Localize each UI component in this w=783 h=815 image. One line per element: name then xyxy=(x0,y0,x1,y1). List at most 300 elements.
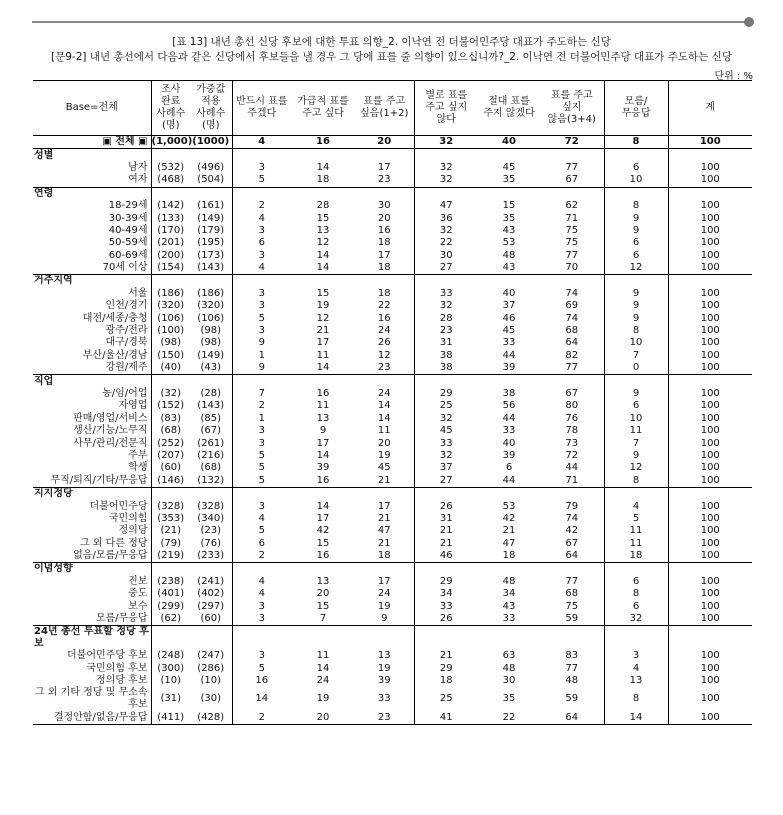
empty-cell xyxy=(414,187,478,200)
table-row xyxy=(33,437,752,449)
value-cell: 11 xyxy=(604,525,668,537)
value-cell: 100 xyxy=(700,437,720,449)
value-cell: 5 xyxy=(258,174,265,186)
table-row xyxy=(33,650,752,662)
value-cell: 47 xyxy=(439,200,453,212)
table-body xyxy=(33,136,752,725)
row-label: 30-39세 xyxy=(33,212,151,224)
value-cell: 79 xyxy=(540,500,604,512)
empty-cell xyxy=(540,149,604,162)
value-cell: 77 xyxy=(540,362,604,375)
weighted-n-cell: (428) xyxy=(190,711,232,724)
empty-cell xyxy=(668,487,752,500)
value-cell: 17 xyxy=(316,437,330,449)
value-cell: 39 xyxy=(355,675,414,687)
value-cell: 6 xyxy=(604,600,668,612)
row-label: 여자 xyxy=(33,174,151,187)
value-cell: 3 xyxy=(258,425,265,437)
value-cell: 6 xyxy=(258,237,265,249)
value-cell: 5 xyxy=(258,312,265,324)
weighted-n-cell: (28) xyxy=(190,388,232,400)
value-cell: 44 xyxy=(540,462,604,474)
value-cell: 3 xyxy=(604,650,668,662)
empty-cell xyxy=(668,626,752,651)
value-cell: 71 xyxy=(540,475,604,488)
value-cell: 77 xyxy=(540,162,604,174)
value-cell: 30 xyxy=(439,249,453,261)
value-cell: 75 xyxy=(540,237,604,249)
value-cell: 34 xyxy=(502,588,516,600)
value-cell: 100 xyxy=(700,388,720,399)
value-cell: 72 xyxy=(540,136,604,149)
completed-n-cell: (100) xyxy=(157,325,185,337)
value-cell: 19 xyxy=(355,600,414,612)
weighted-n-cell: (173) xyxy=(190,250,232,262)
value-cell: 64 xyxy=(540,550,604,563)
value-cell: 8 xyxy=(604,325,668,337)
completed-n-cell: (60) xyxy=(160,462,182,474)
weighted-n-cell: (1000) xyxy=(190,136,232,149)
completed-n-cell: (252) xyxy=(157,437,185,449)
row-label: 모름/무응답 xyxy=(33,613,151,626)
table-row xyxy=(33,500,752,512)
value-cell: 39 xyxy=(502,362,516,374)
empty-cell xyxy=(355,149,414,162)
value-cell: 3 xyxy=(258,249,265,261)
table-row xyxy=(33,450,752,462)
value-cell: 32 xyxy=(439,300,453,312)
value-cell: 13 xyxy=(316,224,330,236)
value-cell: 20 xyxy=(355,136,414,149)
table-row xyxy=(33,413,752,425)
value-cell: 24 xyxy=(355,388,414,400)
value-cell: 7 xyxy=(319,613,327,625)
completed-n-cell: (146) xyxy=(157,474,185,486)
value-cell: 16 xyxy=(316,474,330,486)
empty-cell xyxy=(291,149,355,162)
weighted-n-cell: (216) xyxy=(190,450,232,462)
completed-n-cell: (353) xyxy=(157,512,185,524)
row-label: 부산/울산/경남 xyxy=(33,350,151,362)
value-cell: 78 xyxy=(540,425,604,437)
value-cell: 21 xyxy=(355,513,414,525)
empty-cell xyxy=(668,275,752,288)
table-row xyxy=(33,350,752,362)
value-cell: 45 xyxy=(502,161,516,173)
value-cell: 5 xyxy=(604,513,668,525)
value-cell: 33 xyxy=(439,437,453,449)
table-row xyxy=(33,576,752,588)
table-row xyxy=(33,300,752,312)
completed-n-cell: (238) xyxy=(157,575,185,587)
value-cell: 6 xyxy=(604,237,668,249)
table-row xyxy=(33,538,752,550)
completed-n-cell: (219) xyxy=(157,550,185,562)
weighted-n-cell: (60) xyxy=(190,613,232,626)
value-cell: 33 xyxy=(502,337,516,349)
value-cell: 24 xyxy=(355,325,414,337)
value-cell: 5 xyxy=(258,474,265,486)
value-cell: 4 xyxy=(258,262,265,274)
value-cell: 100 xyxy=(700,161,720,173)
group-header-row xyxy=(33,563,752,576)
empty-cell xyxy=(355,487,414,500)
value-cell: 100 xyxy=(700,200,720,212)
row-label: 없음/모름/무응답 xyxy=(33,550,151,563)
table-row xyxy=(33,250,752,262)
empty-cell xyxy=(478,187,540,200)
value-cell: 100 xyxy=(700,224,720,236)
table-row xyxy=(33,136,752,149)
row-label: 중도 xyxy=(33,588,151,600)
weighted-n-cell: (340) xyxy=(190,513,232,525)
row-label: 국민의힘 후보 xyxy=(33,663,151,675)
value-cell: 6 xyxy=(505,462,513,474)
value-cell: 14 xyxy=(316,362,330,374)
value-cell: 23 xyxy=(355,174,414,187)
value-cell: 9 xyxy=(604,225,668,237)
value-cell: 68 xyxy=(540,325,604,337)
value-cell: 32 xyxy=(439,161,453,173)
value-cell: 27 xyxy=(439,262,453,274)
value-cell: 21 xyxy=(316,325,330,337)
group-header-row xyxy=(33,275,752,288)
row-label: 사무/관리/전문직 xyxy=(33,437,151,449)
weighted-n-cell: (496) xyxy=(190,162,232,174)
empty-cell xyxy=(540,187,604,200)
value-cell: 100 xyxy=(700,512,720,524)
table-row xyxy=(33,462,752,474)
row-label: ▣ 전체 ▣ xyxy=(33,136,151,149)
value-cell: 45 xyxy=(502,325,516,337)
value-cell: 32 xyxy=(604,613,668,626)
group-title: 24년 총선 투표할 정당 후보 xyxy=(33,626,151,651)
row-label: 강원/제주 xyxy=(33,362,151,375)
value-cell: 21 xyxy=(502,525,516,537)
completed-n-cell: (68) xyxy=(160,425,182,437)
value-cell: 25 xyxy=(439,693,453,705)
value-cell: 8 xyxy=(604,588,668,600)
value-cell: 2 xyxy=(258,550,265,562)
completed-n-cell: (320) xyxy=(157,300,185,312)
value-cell: 32 xyxy=(439,174,453,186)
table-row xyxy=(33,200,752,212)
value-cell: 14 xyxy=(316,249,330,261)
value-cell: 14 xyxy=(316,662,330,674)
value-cell: 53 xyxy=(502,237,516,249)
value-cell: 100 xyxy=(700,537,720,549)
value-cell: 9 xyxy=(258,337,265,349)
value-cell: 18 xyxy=(316,174,330,186)
value-cell: 100 xyxy=(700,287,720,299)
value-cell: 33 xyxy=(502,613,516,625)
row-label: 광주/전라 xyxy=(33,325,151,337)
value-cell: 42 xyxy=(502,512,516,524)
row-label: 18-29세 xyxy=(33,200,151,212)
value-cell: 43 xyxy=(502,224,516,236)
value-cell: 17 xyxy=(355,576,414,588)
value-cell: 40 xyxy=(502,287,516,299)
value-cell: 23 xyxy=(355,711,414,724)
value-cell: 100 xyxy=(700,474,720,486)
header-weighted-n: 가중값 적용 사례수 (명) xyxy=(190,81,232,136)
row-label: 50-59세 xyxy=(33,237,151,249)
group-title: 연령 xyxy=(33,187,151,200)
completed-n-cell: (133) xyxy=(157,212,185,224)
value-cell: 11 xyxy=(316,400,330,412)
value-cell: 100 xyxy=(700,462,720,474)
weighted-n-cell: (161) xyxy=(190,200,232,212)
row-label: 결정안함/없음/무응답 xyxy=(33,711,151,724)
value-cell: 12 xyxy=(316,237,330,249)
value-cell: 6 xyxy=(258,537,265,549)
empty-cell xyxy=(232,375,291,388)
completed-n-cell: (40) xyxy=(160,362,182,374)
value-cell: 17 xyxy=(355,162,414,174)
value-cell: 38 xyxy=(439,349,453,361)
value-cell: 76 xyxy=(540,413,604,425)
value-cell: 67 xyxy=(540,174,604,187)
value-cell: 5 xyxy=(258,525,265,537)
value-cell: 2 xyxy=(258,200,265,212)
empty-cell xyxy=(232,626,291,651)
empty-cell xyxy=(151,563,190,576)
value-cell: 100 xyxy=(700,650,720,662)
empty-cell xyxy=(604,563,668,576)
empty-cell xyxy=(190,375,232,388)
table-row xyxy=(33,513,752,525)
table-row xyxy=(33,400,752,412)
value-cell: 24 xyxy=(316,675,330,687)
value-cell: 45 xyxy=(439,425,453,437)
value-cell: 19 xyxy=(316,300,330,312)
value-cell: 100 xyxy=(700,249,720,261)
value-cell: 16 xyxy=(355,312,414,324)
value-cell: 1 xyxy=(258,412,265,424)
completed-n-cell: (142) xyxy=(157,200,185,212)
value-cell: 31 xyxy=(439,512,453,524)
value-cell: 33 xyxy=(502,425,516,437)
empty-cell xyxy=(355,563,414,576)
empty-cell xyxy=(414,275,478,288)
value-cell: 11 xyxy=(316,650,330,662)
group-title: 거주지역 xyxy=(33,275,151,288)
weighted-n-cell: (10) xyxy=(190,675,232,687)
empty-cell xyxy=(190,187,232,200)
value-cell: 22 xyxy=(439,237,453,249)
value-cell: 53 xyxy=(502,500,516,512)
value-cell: 3 xyxy=(258,500,265,512)
header-not-vote-sum: 표를 주고 싶지 않음(3+4) xyxy=(540,81,604,136)
value-cell: 10 xyxy=(604,413,668,425)
value-cell: 13 xyxy=(604,675,668,687)
empty-cell xyxy=(151,487,190,500)
value-cell: 100 xyxy=(700,613,720,625)
header-rather-vote: 가급적 표를 주고 싶다 xyxy=(291,81,355,136)
completed-n-cell: (31) xyxy=(160,693,182,705)
empty-cell xyxy=(190,626,232,651)
table-row xyxy=(33,425,752,437)
value-cell: 14 xyxy=(316,500,330,512)
value-cell: 20 xyxy=(355,437,414,449)
value-cell: 5 xyxy=(258,662,265,674)
value-cell: 14 xyxy=(316,262,330,274)
value-cell: 32 xyxy=(439,449,453,461)
value-cell: 8 xyxy=(604,687,668,711)
table-row xyxy=(33,174,752,187)
empty-cell xyxy=(478,626,540,651)
value-cell: 9 xyxy=(604,212,668,224)
value-cell: 9 xyxy=(604,312,668,324)
value-cell: 35 xyxy=(502,212,516,224)
value-cell: 16 xyxy=(316,550,330,562)
value-cell: 100 xyxy=(700,349,720,361)
value-cell: 12 xyxy=(604,262,668,275)
completed-n-cell: (1,000) xyxy=(151,136,193,148)
value-cell: 4 xyxy=(258,588,265,600)
weighted-n-cell: (143) xyxy=(190,400,232,412)
value-cell: 18 xyxy=(355,550,414,563)
value-cell: 100 xyxy=(668,136,752,149)
empty-cell xyxy=(232,563,291,576)
completed-n-cell: (98) xyxy=(160,337,182,349)
group-header-row xyxy=(33,187,752,200)
empty-cell xyxy=(604,187,668,200)
value-cell: 15 xyxy=(316,537,330,549)
value-cell: 9 xyxy=(355,613,414,626)
value-cell: 26 xyxy=(439,613,453,625)
value-cell: 38 xyxy=(502,388,516,399)
value-cell: 62 xyxy=(540,200,604,212)
value-cell: 100 xyxy=(668,711,752,724)
row-label: 대구/경북 xyxy=(33,337,151,349)
empty-cell xyxy=(232,487,291,500)
weighted-n-cell: (233) xyxy=(190,550,232,563)
weighted-n-cell: (76) xyxy=(190,538,232,550)
value-cell: 100 xyxy=(700,362,720,374)
value-cell: 15 xyxy=(502,200,516,212)
header-rule-dot xyxy=(744,17,754,27)
value-cell: 1 xyxy=(258,349,265,361)
row-label: 국민의힘 xyxy=(33,513,151,525)
value-cell: 19 xyxy=(355,450,414,462)
row-label: 그 외 다른 정당 xyxy=(33,538,151,550)
empty-cell xyxy=(291,375,355,388)
row-label: 정의당 xyxy=(33,525,151,537)
row-label: 그 외 기타 정당 및 무소속 후보 xyxy=(33,687,151,711)
value-cell: 14 xyxy=(255,693,269,705)
table-row xyxy=(33,663,752,675)
value-cell: 33 xyxy=(439,600,453,612)
value-cell: 29 xyxy=(439,388,453,399)
value-cell: 39 xyxy=(316,462,330,474)
value-cell: 42 xyxy=(316,525,330,537)
value-cell: 72 xyxy=(540,450,604,462)
value-cell: 12 xyxy=(316,312,330,324)
table-row xyxy=(33,362,752,375)
value-cell: 100 xyxy=(700,237,720,249)
header-completed-n: 조사 완료 사례수 (명) xyxy=(151,81,190,136)
row-label: 자영업 xyxy=(33,400,151,412)
completed-n-cell: (248) xyxy=(157,650,185,662)
value-cell: 100 xyxy=(700,600,720,612)
empty-cell xyxy=(604,626,668,651)
value-cell: 46 xyxy=(439,550,453,562)
empty-cell xyxy=(414,563,478,576)
value-cell: 71 xyxy=(540,212,604,224)
value-cell: 32 xyxy=(414,136,478,149)
empty-cell xyxy=(291,187,355,200)
table-row xyxy=(33,212,752,224)
weighted-n-cell: (98) xyxy=(190,337,232,349)
group-title: 이념성향 xyxy=(33,563,151,576)
table-row xyxy=(33,237,752,249)
header-dont-know: 모름/ 무응답 xyxy=(604,81,668,136)
weighted-n-cell: (241) xyxy=(190,576,232,588)
value-cell: 21 xyxy=(355,475,414,488)
crosstab-table xyxy=(33,80,752,725)
value-cell: 29 xyxy=(439,575,453,587)
value-cell: 40 xyxy=(478,136,540,149)
value-cell: 100 xyxy=(700,675,720,687)
value-cell: 2 xyxy=(258,400,265,412)
header-want-vote-sum: 표를 주고 싶음(1+2) xyxy=(355,81,414,136)
value-cell: 67 xyxy=(540,388,604,400)
value-cell: 15 xyxy=(316,287,330,299)
group-header-row xyxy=(33,626,752,651)
value-cell: 38 xyxy=(439,362,453,374)
value-cell: 20 xyxy=(316,588,330,600)
value-cell: 100 xyxy=(700,412,720,424)
completed-n-cell: (152) xyxy=(157,400,185,412)
value-cell: 77 xyxy=(540,250,604,262)
value-cell: 27 xyxy=(439,474,453,486)
empty-cell xyxy=(414,375,478,388)
value-cell: 17 xyxy=(355,500,414,512)
row-label: 서울 xyxy=(33,288,151,300)
value-cell: 35 xyxy=(502,693,516,705)
weighted-n-cell: (286) xyxy=(190,663,232,675)
completed-n-cell: (532) xyxy=(157,161,185,173)
empty-cell xyxy=(355,187,414,200)
value-cell: 37 xyxy=(439,462,453,474)
value-cell: 6 xyxy=(604,250,668,262)
table-row xyxy=(33,588,752,600)
row-label: 60-69세 xyxy=(33,250,151,262)
value-cell: 9 xyxy=(604,300,668,312)
value-cell: 5 xyxy=(258,462,265,474)
table-title: [표 13] 내년 총선 신당 후보에 대한 투표 의향_2. 이낙연 전 더불어민주당 대표가 주도하는 신당 xyxy=(172,36,611,48)
value-cell: 3 xyxy=(258,161,265,173)
empty-cell xyxy=(478,275,540,288)
weighted-n-cell: (67) xyxy=(190,425,232,437)
value-cell: 20 xyxy=(355,212,414,224)
value-cell: 30 xyxy=(502,675,516,687)
completed-n-cell: (186) xyxy=(157,287,185,299)
empty-cell xyxy=(668,375,752,388)
value-cell: 31 xyxy=(439,337,453,349)
completed-n-cell: (201) xyxy=(157,237,185,249)
value-cell: 100 xyxy=(700,300,720,312)
empty-cell xyxy=(604,149,668,162)
empty-cell xyxy=(414,149,478,162)
value-cell: 8 xyxy=(604,136,668,149)
value-cell: 3 xyxy=(258,224,265,236)
table-row xyxy=(33,325,752,337)
value-cell: 59 xyxy=(540,687,604,711)
weighted-n-cell: (247) xyxy=(190,650,232,662)
value-cell: 56 xyxy=(502,400,516,412)
